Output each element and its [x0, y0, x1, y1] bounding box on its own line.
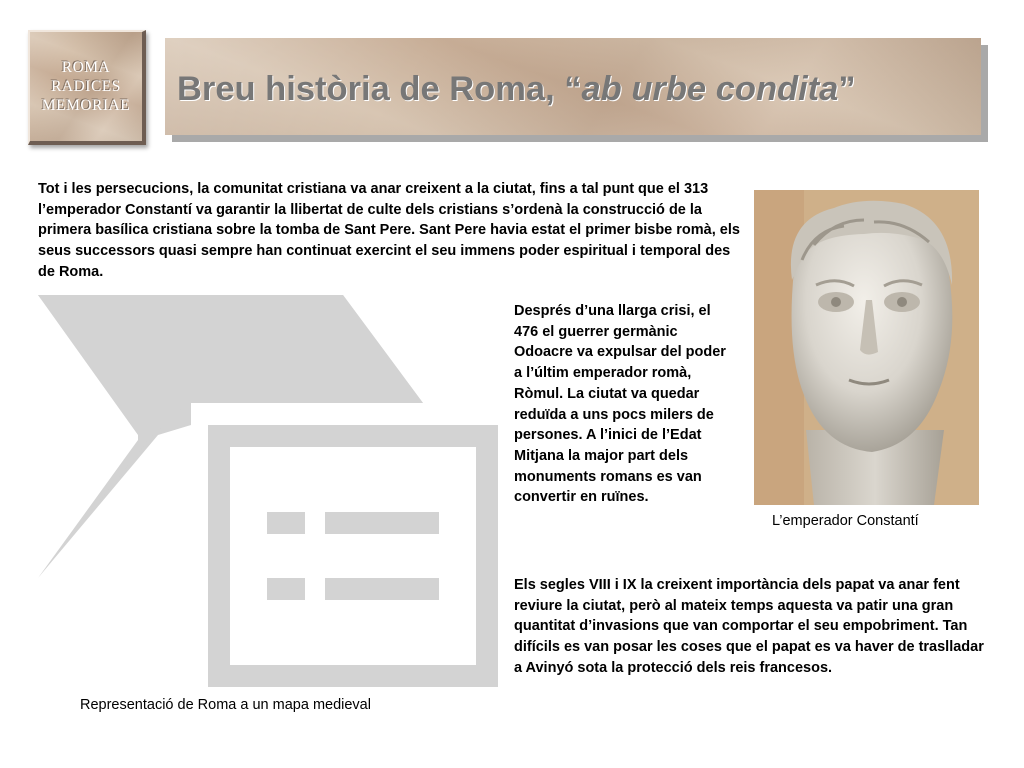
title-banner	[165, 38, 981, 135]
bottom-paragraph: Els segles VIII i IX la creixent importància dels papat va anar fent reviure la ciutat, però al mateix temps aquesta va patir una gran quantitat d’invasions que van comportar el seu empobriment. Tan difícils es van posar les coses que el papat es va haver de traslladar a Avinyó sota la protecció dels reis francesos.	[514, 577, 984, 676]
intro-paragraph: Tot i les persecucions, la comunitat cristiana va anar creixent a la ciutat, fins a tal punt que el 313 l’emperador Constantí va garantir la llibertat de culte dels cristians s’ordenà la construcció de la primera basílica cristiana sobre la tomba de Sant Pere. Sant Pere havia estat el primer bisbe romà, els seus successors quasi sempre han continuat exercint el seu immens poder espiritual i temporal des de Roma.	[38, 181, 740, 280]
title-open-quote: “	[564, 70, 582, 108]
roma-radices-memoriae-logo	[28, 30, 146, 145]
title-italic: ab urbe condita	[581, 70, 839, 108]
title-close-quote: ”	[838, 70, 856, 108]
image-placeholder-icon	[38, 295, 498, 690]
title-prefix: Breu història de Roma,	[177, 70, 565, 108]
map-caption: Representació de Roma a un mapa medieval	[80, 697, 371, 713]
marble-bust-image	[754, 190, 979, 505]
middle-paragraph: Després d’una llarga crisi, el 476 el guerrer germànic Odoacre va expulsar del poder a l’últim emperador romà, Ròmul. La ciutat va quedar reduïda a uns pocs milers de persones. A l’inici de l’Edat Mitjana la major part dels monuments romans es van convertir en ruïnes.	[514, 303, 726, 506]
logo-line-1: ROMA	[61, 59, 111, 76]
page-title	[177, 70, 856, 109]
bust-caption: L’emperador Constantí	[772, 513, 919, 529]
logo-line-3: MEMORIAE	[41, 97, 131, 114]
logo-line-2: RADICES	[51, 78, 121, 95]
